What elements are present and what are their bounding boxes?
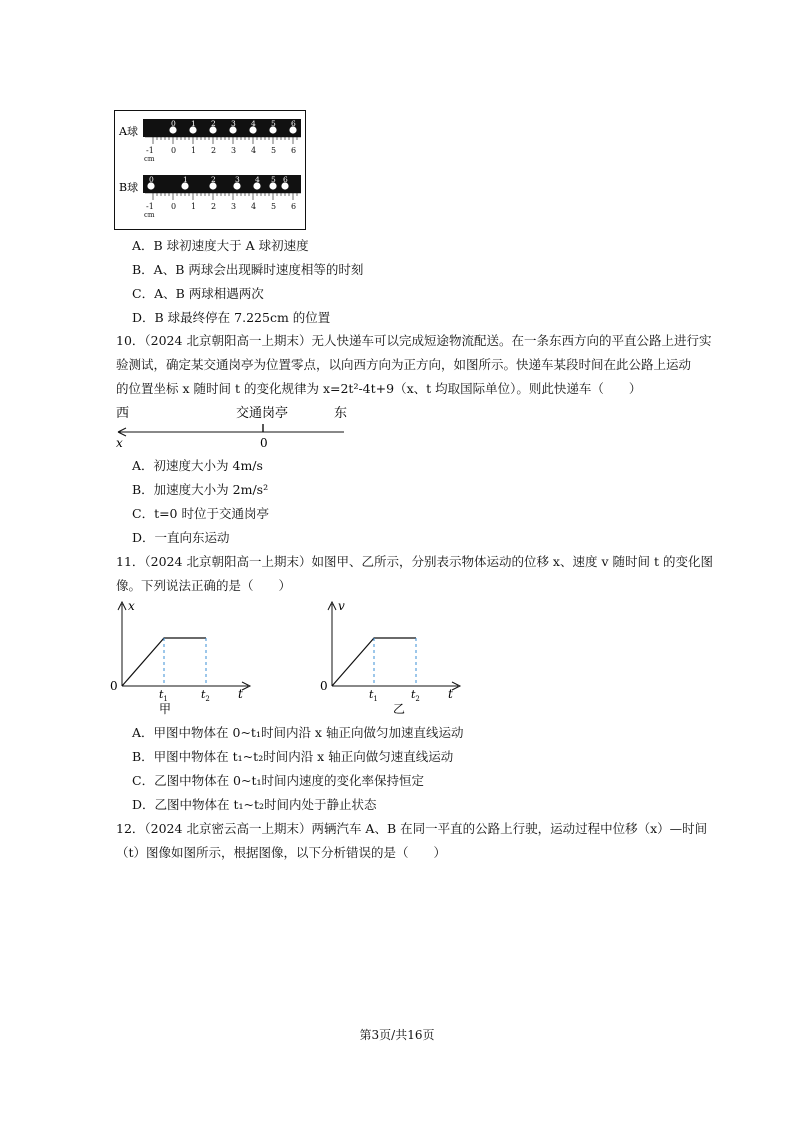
- svg-text:4: 4: [251, 146, 257, 155]
- west-label: 西: [116, 406, 130, 421]
- ruler-b: [145, 193, 301, 200]
- svg-text:1: 1: [191, 202, 197, 211]
- q11-option-a: A．甲图中物体在 0~t₁时间内沿 x 轴正向做匀加速直线运动: [132, 725, 464, 740]
- graph-jia-x-t: [108, 598, 258, 716]
- svg-text:3: 3: [231, 146, 237, 155]
- svg-text:-1: -1: [146, 202, 154, 211]
- graph-jia-caption: 甲: [159, 702, 172, 716]
- ball-a-num-4: 4: [251, 119, 256, 128]
- svg-text:5: 5: [271, 202, 277, 211]
- road-axis-diagram: [110, 402, 360, 452]
- q11-stem-line-2: 像。下列说法正确的是（ ）: [116, 578, 292, 593]
- q9-option-b: B．A、B 两球会出现瞬时速度相等的时刻: [132, 262, 364, 277]
- q9-option-a: A．B 球初速度大于 A 球初速度: [132, 238, 309, 253]
- svg-text:0: 0: [171, 202, 177, 211]
- q10-stem-line-1: 10．（2024 北京朝阳高一上期末）无人快递车可以完成短途物流配送。在一条东西方向的平直公路上进行实: [116, 333, 712, 348]
- origin-label: 0: [260, 436, 268, 450]
- booth-label: 交通岗亭: [236, 406, 289, 421]
- ball-ruler-diagram: [115, 111, 305, 229]
- ball-b-num-2: 2: [211, 175, 216, 184]
- svg-text:-1: -1: [146, 146, 154, 155]
- ball-a-num-0: 0: [171, 119, 176, 128]
- ruler-a-labels: [144, 146, 296, 163]
- ball-b-strip: [143, 175, 301, 193]
- q11-stem-line-1: 11．（2024 北京朝阳高一上期末）如图甲、乙所示，分别表示物体运动的位移 x、速度 v 随时间 t 的变化图: [116, 554, 713, 569]
- svg-text:5: 5: [271, 146, 277, 155]
- ball-a-num-6: 6: [291, 119, 296, 128]
- q10-option-b: B．加速度大小为 2m/s²: [132, 482, 269, 497]
- ball-b-num-5: 5: [271, 175, 276, 184]
- svg-text:2: 2: [211, 202, 217, 211]
- ball-a-num-3: 3: [231, 119, 236, 128]
- ball-b-num-0: 0: [149, 175, 154, 184]
- ball-a-label: A球: [119, 125, 138, 138]
- graph-yi-t2-label: $t_2$: [411, 688, 420, 703]
- q10-option-d: D．一直向东运动: [132, 530, 230, 545]
- ball-a-num-5: 5: [271, 119, 276, 128]
- svg-text:1: 1: [191, 146, 197, 155]
- svg-text:6: 6: [291, 202, 297, 211]
- ball-a-num-2: 2: [211, 119, 216, 128]
- graph-jia-x-label: t: [238, 687, 243, 701]
- svg-text:2: 2: [211, 146, 217, 155]
- graph-yi-t1-label: $t_1$: [369, 688, 378, 703]
- q12-stem-line-1: 12．（2024 北京密云高一上期末）两辆汽车 A、B 在同一平直的公路上行驶，运动过程中位移（x）—时间: [116, 821, 708, 836]
- q10-stem-line-3: 的位置坐标 x 随时间 t 的变化规律为 x=2t²-4t+9（x、t 均取国际单位）。则此快递车（ ）: [116, 381, 642, 396]
- q10-option-a: A．初速度大小为 4m/s: [132, 458, 263, 473]
- ball-a-num-1: 1: [191, 119, 196, 128]
- ruler-a: [145, 137, 301, 144]
- svg-text:6: 6: [291, 146, 297, 155]
- graph-yi-v-t: [318, 598, 468, 716]
- graph-jia-t2-label: $t_2$: [201, 688, 210, 703]
- q9-option-d: D．B 球最终停在 7.225cm 的位置: [132, 310, 331, 325]
- page-footer: 第3页/共16页: [359, 1028, 435, 1042]
- q9-option-c: C．A、B 两球相遇两次: [132, 286, 264, 301]
- ball-b-num-6: 6: [283, 175, 288, 184]
- axis-x-label: x: [116, 436, 123, 450]
- ruler-b-unit: cm: [144, 211, 155, 219]
- graph-jia-t1-label: $t_1$: [159, 688, 168, 703]
- graph-jia-origin: 0: [110, 679, 118, 693]
- ball-b-num-1: 1: [183, 175, 188, 184]
- ball-b-label: B球: [119, 181, 139, 194]
- east-label: 东: [334, 406, 348, 421]
- svg-text:0: 0: [171, 146, 177, 155]
- q10-option-c: C．t=0 时位于交通岗亭: [132, 506, 269, 521]
- graph-yi-origin: 0: [320, 679, 328, 693]
- q12-stem-line-2: （t）图像如图所示，根据图像，以下分析错误的是（ ）: [116, 845, 447, 860]
- graph-yi-caption: 乙: [393, 702, 406, 716]
- ball-b-num-3: 3: [235, 175, 240, 184]
- svg-text:4: 4: [251, 202, 257, 211]
- graph-yi-x-label: t: [448, 687, 453, 701]
- graph-yi-y-label: v: [338, 599, 345, 613]
- q11-option-c: C．乙图中物体在 0~t₁时间内速度的变化率保持恒定: [132, 773, 424, 788]
- ball-b-num-4: 4: [255, 175, 260, 184]
- graph-jia-y-label: x: [128, 599, 135, 613]
- q11-option-b: B．甲图中物体在 t₁~t₂时间内沿 x 轴正向做匀速直线运动: [132, 749, 454, 764]
- ruler-a-unit: cm: [144, 155, 155, 163]
- ball-ruler-figure: [114, 110, 306, 230]
- q11-option-d: D．乙图中物体在 t₁~t₂时间内处于静止状态: [132, 797, 377, 812]
- ruler-b-labels: [144, 202, 296, 219]
- ball-a-strip: [143, 119, 301, 137]
- svg-text:3: 3: [231, 202, 237, 211]
- q10-stem-line-2: 验测试，确定某交通岗亭为位置零点，以向西方向为正方向，如图所示。快递车某段时间在此公路上运动: [116, 357, 692, 372]
